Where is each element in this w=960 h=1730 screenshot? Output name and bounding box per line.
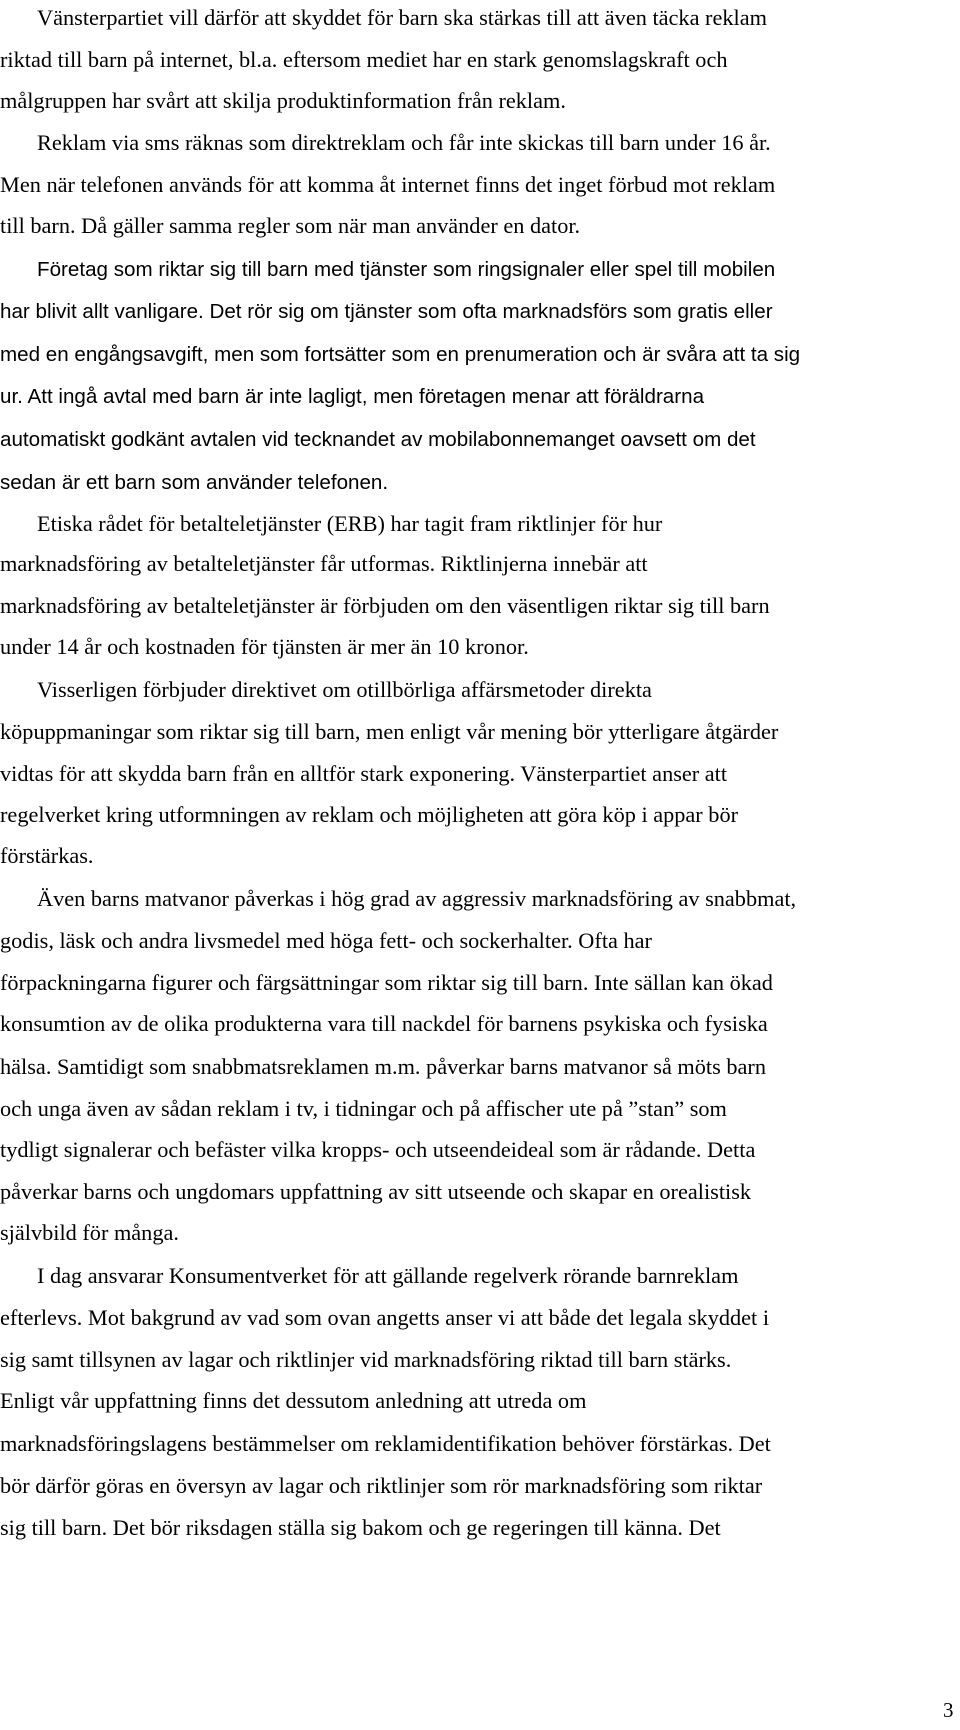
text-line: konsumtion av de olika produkterna vara till nackdel för barnens psykiska och fysiska [0,1011,768,1036]
text-line: Företag som riktar sig till barn med tjänster som ringsignaler eller spel till mobilen [37,258,776,281]
text-line: sedan är ett barn som använder telefonen. [0,471,389,494]
text-line: automatiskt godkänt avtalen vid tecknandet av mobilabonnemanget oavsett om det [0,428,756,451]
page-number: 3 [943,1698,954,1722]
text-line: marknadsföring av betalteletjänster är förbjuden om den väsentligen riktar sig till barn [0,593,770,618]
text-line: har blivit allt vanligare. Det rör sig om tjänster som ofta marknadsförs som gratis eller [0,300,773,323]
text-line: Enligt vår uppfattning finns det dessutom anledning att utreda om [0,1388,587,1413]
text-line: sig samt tillsynen av lagar och riktlinjer vid marknadsföring riktad till barn stärks. [0,1347,732,1372]
text-line: Reklam via sms räknas som direktreklam och får inte skickas till barn under 16 år. [37,130,771,155]
text-line: godis, läsk och andra livsmedel med höga fett- och sockerhalter. Ofta har [0,928,652,953]
text-line: regelverket kring utformningen av reklam och möjligheten att göra köp i appar bör [0,802,739,827]
text-line: självbild för många. [0,1220,179,1245]
text-line: marknadsföring av betalteletjänster får utformas. Riktlinjerna innebär att [0,551,648,576]
text-line: under 14 år och kostnaden för tjänsten är mer än 10 kronor. [0,634,529,659]
text-line: Även barns matvanor påverkas i hög grad av aggressiv marknadsföring av snabbmat, [37,886,797,911]
text-line: påverkar barns och ungdomars uppfattning av sitt utseende och skapar en orealistisk [0,1179,752,1204]
text-line: Etiska rådet för betalteletjänster (ERB) har tagit fram riktlinjer för hur [37,511,663,536]
text-line: Men när telefonen används för att komma åt internet finns det inget förbud mot reklam [0,172,776,197]
text-line: till barn. Då gäller samma regler som när man använder en dator. [0,213,581,238]
text-line: och unga även av sådan reklam i tv, i tidningar och på affischer ute på ”stan” som [0,1096,727,1121]
text-line: hälsa. Samtidigt som snabbmatsreklamen m.m. påverkar barns matvanor så möts barn [0,1054,766,1079]
text-line: riktad till barn på internet, bl.a. eftersom mediet har en stark genomslagskraft och [0,47,728,72]
text-line: vidtas för att skydda barn från en alltför stark exponering. Vänsterpartiet anser att [0,761,728,786]
text-line: tydligt signalerar och befäster vilka kropps- och utseendeideal som är rådande. Detta [0,1137,756,1162]
text-line: med en engångsavgift, men som fortsätter som en prenumeration och är svåra att ta sig [0,343,801,366]
text-line: sig till barn. Det bör riksdagen ställa sig bakom och ge regeringen till känna. Det [0,1515,721,1540]
text-line: I dag ansvarar Konsumentverket för att gällande regelverk rörande barnreklam [37,1263,739,1288]
text-line: målgruppen har svårt att skilja produktinformation från reklam. [0,88,566,113]
text-line: förpackningarna figurer och färgsättningar som riktar sig till barn. Inte sällan kan ökad [0,970,773,995]
text-line: ur. Att ingå avtal med barn är inte lagligt, men företagen menar att föräldrarna [0,385,705,408]
text-line: Vänsterpartiet vill därför att skyddet för barn ska stärkas till att även täcka reklam [37,5,767,30]
text-line: Visserligen förbjuder direktivet om otillbörliga affärsmetoder direkta [37,677,652,702]
text-line: efterlevs. Mot bakgrund av vad som ovan angetts anser vi att både det legala skyddet i [0,1305,770,1330]
text-line: köpuppmaningar som riktar sig till barn, men enligt vår mening bör ytterligare åtgärder [0,719,779,744]
text-line: bör därför göras en översyn av lagar och riktlinjer som rör marknadsföring som riktar [0,1473,763,1498]
text-line: förstärkas. [0,843,94,868]
text-line: marknadsföringslagens bestämmelser om reklamidentifikation behöver förstärkas. Det [0,1431,771,1456]
